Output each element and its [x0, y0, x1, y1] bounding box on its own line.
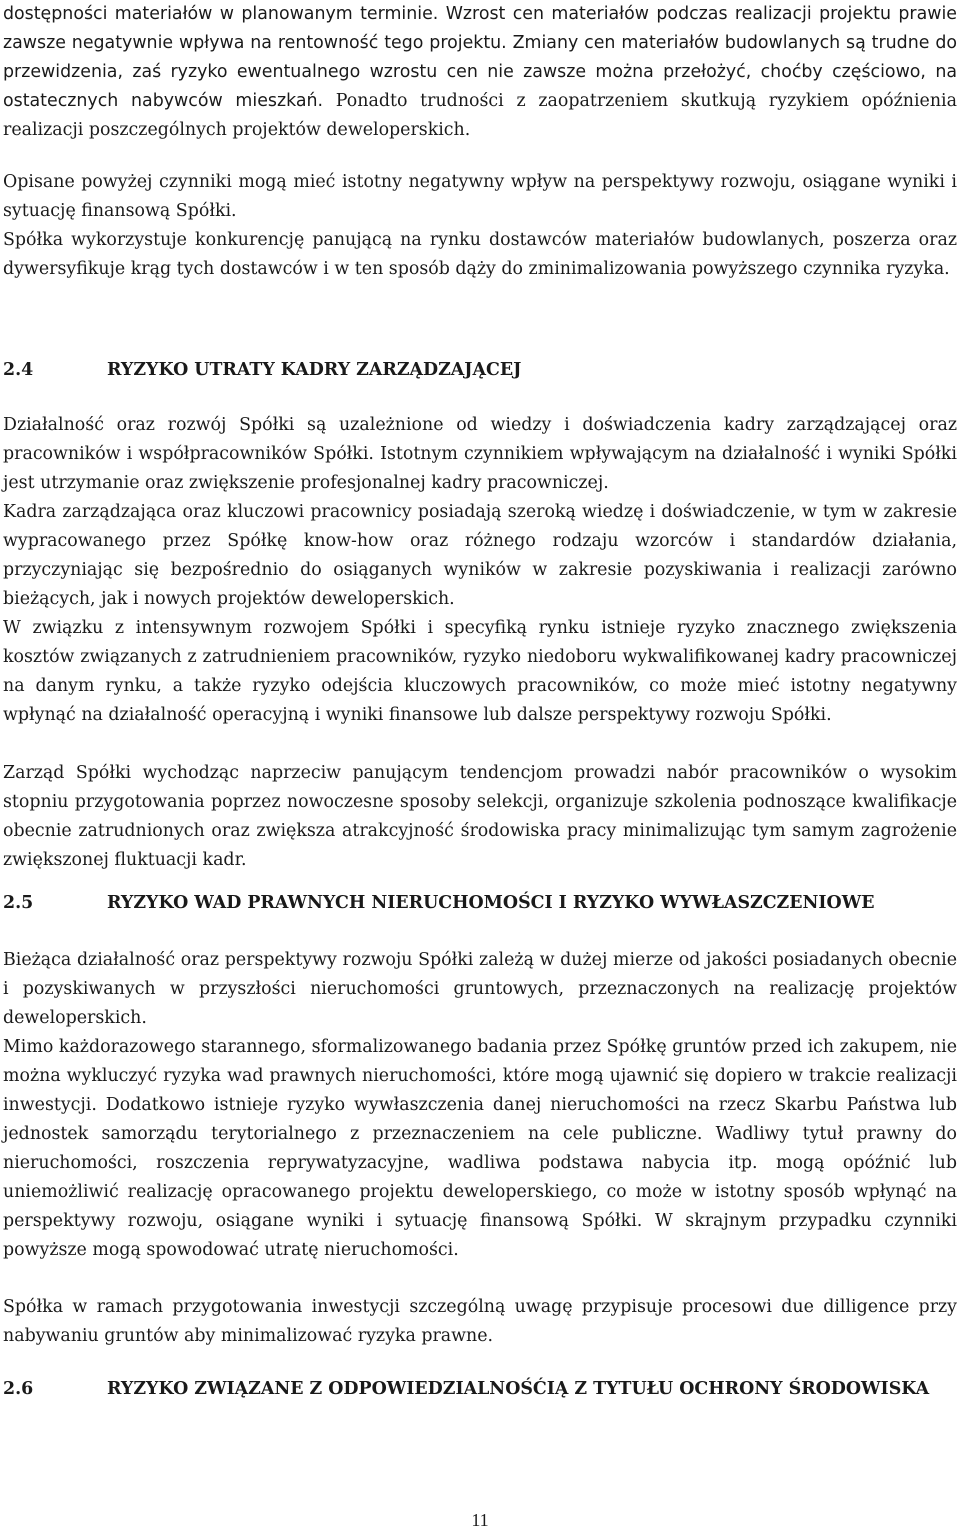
paragraph-2-5-3: Spółka w ramach przygotowania inwestycji szczególną uwagę przypisuje procesowi due dilligence przy nabywaniu gruntów aby minimalizować ryzyka prawne. [3, 1297, 957, 1346]
section-title: RYZYKO WAD PRAWNYCH NIERUCHOMOŚCI I RYZYKO WYWŁASZCZENIOWE [107, 893, 875, 913]
section-number: 2.4 [3, 360, 34, 380]
paragraph-2-4-2: Kadra zarządzająca oraz kluczowi pracownicy posiadają szeroką wiedzę i doświadczenie, w tym w zakresie wypracowanego przez Spółkę know-how oraz różnego rodzaju wzorców i standardów działania, przyczyniając się bezpośrednio do osiąganych wyników w zakresie pozyskiwania i realizacji zarówno bieżących, jak i nowych projektów deweloperskich. [3, 502, 957, 609]
paragraph-materials-cost-sans: dostępności materiałów w planowanym terminie. Wzrost cen materiałów podczas realizacji projektu prawie zawsze negatywnie wpływa na rentowność tego projektu. Zmiany cen materiałów budowlanych są trudne do przewidzenia, zaś ryzyko ewentualnego wzrostu cen nie zawsze można przełożyć, choćby częściowo, na ostatecznych nabywców mieszkań. [3, 4, 957, 111]
paragraph-2-4-4: Zarząd Spółki wychodząc naprzeciw panującym tendencjom prowadzi nabór pracowników o wysokim stopniu przygotowania poprzez nowoczesne sposoby selekcji, organizuje szkolenia podnoszące kwalifikacje obecnie zatrudnionych oraz zwiększa atrakcyjność środowiska pracy minimalizując tym samym zagrożenie zwiększonej fluktuacji kadr. [3, 763, 957, 870]
paragraph-materials-cost-tail: Ponadto trudności z zaopatrzeniem skutkują ryzykiem opóźnienia realizacji poszczególnych projektów deweloperskich. [3, 91, 957, 140]
paragraph-2-4-1: Działalność oraz rozwój Spółki są uzależnione od wiedzy i doświadczenia kadry zarządzającej oraz pracowników i współpracowników Spółki. Istotnym czynnikiem wpływającym na działalność i wyniki Spółki jest utrzymanie oraz zwiększenie profesjonalnej kadry pracowniczej. [3, 415, 957, 493]
section-number: 2.6 [3, 1379, 34, 1399]
paragraph-2-5-2: Mimo każdorazowego starannego, sformalizowanego badania przez Spółkę gruntów przed ich zakupem, nie można wykluczyć ryzyka wad prawnych nieruchomości, które mogą ujawnić się dopiero w trakcie realizacji inwestycji. Dodatkowo istnieje ryzyko wywłaszczenia danej nieruchomości na rzecz Skarbu Państwa lub jednostek samorządu terytorialnego z przeznaczeniem na cele publiczne. Wadliwy tytuł prawny do nieruchomości, roszczenia reprywatyzacyjne, wadliwa podstawa nabycia itp. mogą opóźnić lub uniemożliwić realizację opracowanego projektu deweloperskiego, co może w istotny sposób wpłynąć na perspektywy rozwoju, osiągane wyniki i sytuację finansową Spółki. W skrajnym przypadku czynniki powyższe mogą spowodować utratę nieruchomości. [3, 1037, 957, 1260]
paragraph-2-4-3: W związku z intensywnym rozwojem Spółki i specyfiką rynku istnieje ryzyko znacznego zwiększenia kosztów związanych z zatrudnieniem pracowników, ryzyko niedoboru wykwalifikowanej kadry pracowniczej na danym rynku, a także ryzyko odejścia kluczowych pracowników, co może mieć istotny negatywny wpłynąć na działalność operacyjną i wyniki finansowe lub dalsze perspektywy rozwoju Spółki. [3, 618, 957, 725]
paragraph-2-5-1: Bieżąca działalność oraz perspektywy rozwoju Spółki zależą w dużej mierze od jakości posiadanych obecnie i pozyskiwanych w przyszłości nieruchomości gruntowych, przeznaczonych na realizację projektów deweloperskich. [3, 950, 957, 1028]
section-title: RYZYKO UTRATY KADRY ZARZĄDZAJĄCEJ [107, 360, 522, 380]
paragraph-materials-cost [3, 0, 957, 145]
page-number: 11 [471, 1510, 489, 1530]
section-heading-2-6 [3, 1375, 957, 1404]
section-title: RYZYKO ZWIĄZANE Z ODPOWIEDZIALNOŚĆIĄ Z TYTUŁU OCHRONY ŚRODOWISKA [107, 1379, 930, 1399]
section-heading-2-4 [3, 356, 957, 385]
section-number: 2.5 [3, 893, 34, 913]
paragraph-factors-impact: Opisane powyżej czynniki mogą mieć istotny negatywny wpływ na perspektywy rozwoju, osiągane wyniki i sytuację finansową Spółki. [3, 172, 957, 221]
paragraph-supplier-competition: Spółka wykorzystuje konkurencję panującą na rynku dostawców materiałów budowlanych, poszerza oraz dywersyfikuje krąg tych dostawców i w ten sposób dąży do zminimalizowania powyższego czynnika ryzyka. [3, 230, 957, 279]
section-heading-2-5 [3, 889, 957, 918]
